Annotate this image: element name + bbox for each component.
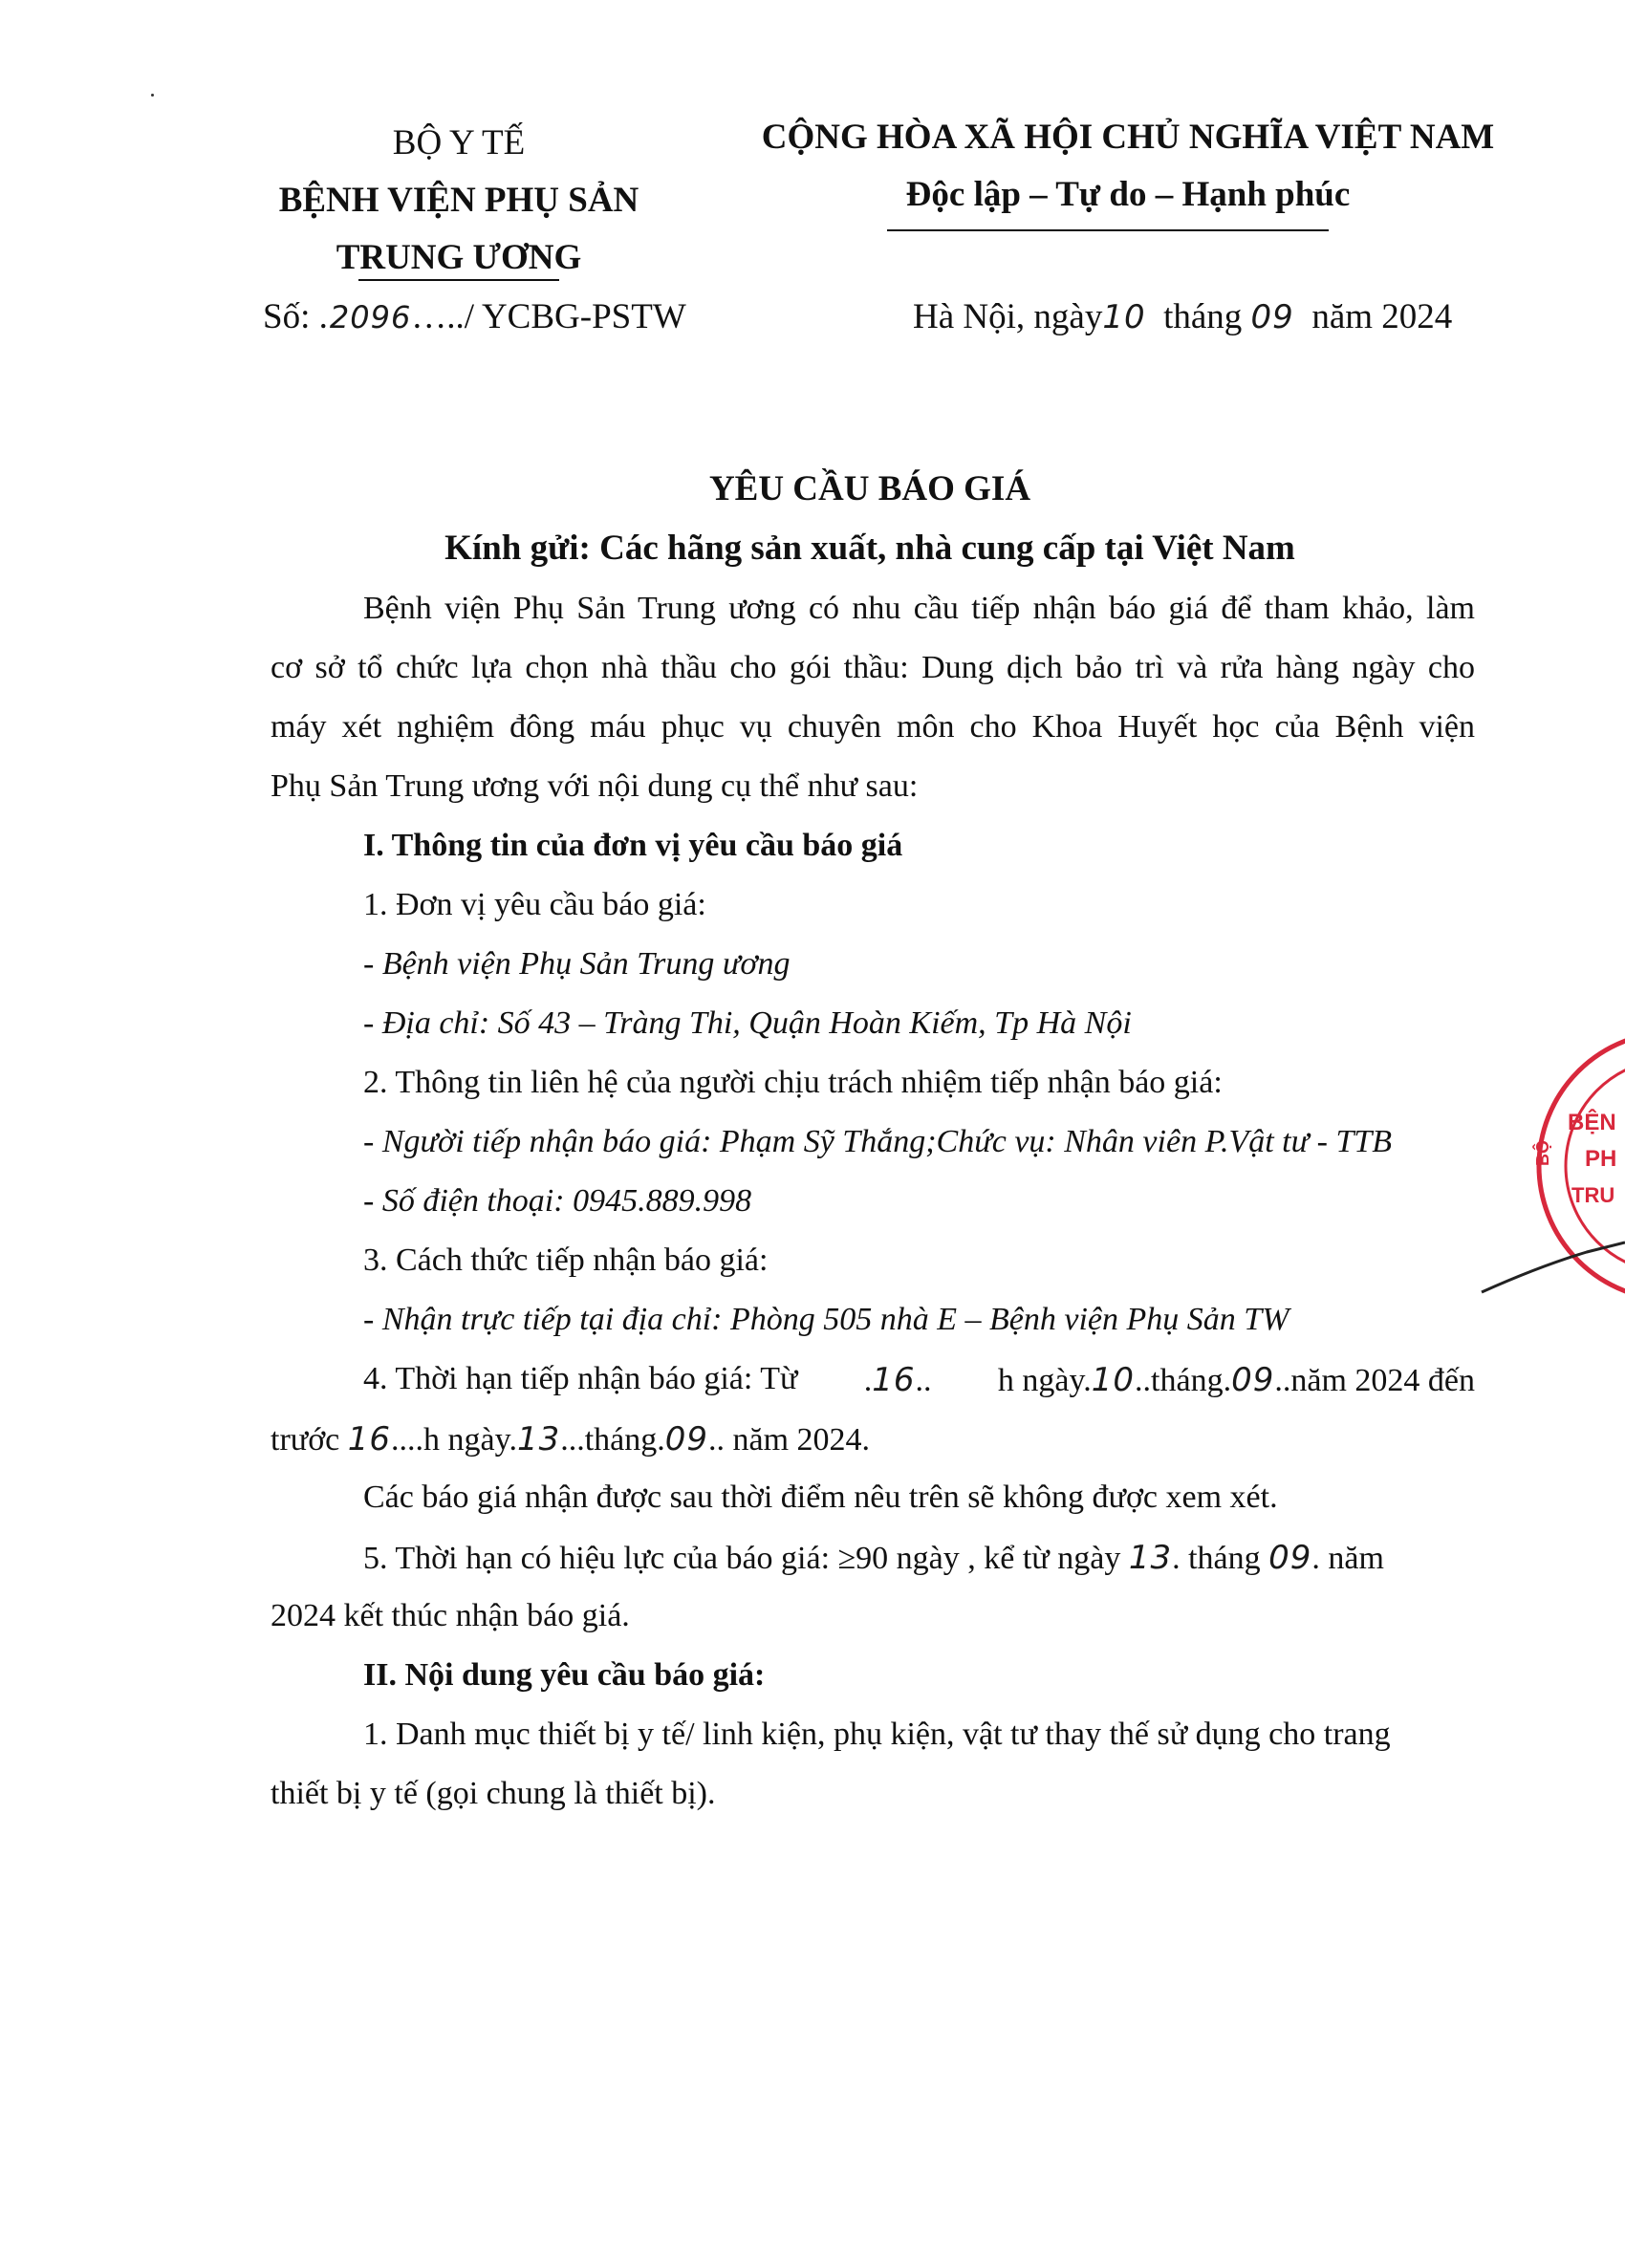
date-month-handwritten: 09 — [1250, 298, 1294, 336]
deadline-month1: 09 — [1231, 1361, 1275, 1399]
validity-day: 13 — [1128, 1539, 1173, 1577]
issue-date — [913, 296, 1452, 337]
date-day-handwritten: 10 — [1102, 298, 1146, 336]
contact-person: - Người tiếp nhận báo giá: Phạm Sỹ Thắng;Chức vụ: Nhân viên P.Vật tư - TTB — [363, 1124, 1393, 1159]
deadline-text-h: năm 2024. — [732, 1422, 871, 1458]
deadline-text-a: 4. Thời hạn tiếp nhận báo giá: Từ — [363, 1361, 798, 1396]
intro-line-1: Bệnh viện Phụ Sản Trung ương có nhu cầu tiếp nhận báo giá để tham khảo, làm — [363, 591, 1475, 626]
section1-item3: 3. Cách thức tiếp nhận báo giá: — [363, 1242, 769, 1278]
deadline-line-1: 4. Thời hạn tiếp nhận báo giá: Từ .16.. h ngày.10..tháng.09..năm 2024 đến — [363, 1361, 1475, 1399]
unit-name: - Bệnh viện Phụ Sản Trung ương — [363, 946, 791, 982]
validity-text-b: tháng — [1188, 1541, 1261, 1576]
intro-line-3: máy xét nghiệm đông máu phục vụ chuyên môn cho Khoa Huyết học của Bệnh viện — [271, 709, 1475, 745]
signature-stroke — [1482, 1242, 1625, 1292]
motto-underline — [887, 229, 1329, 231]
ministry-name: BỘ Y TẾ — [392, 123, 526, 162]
national-motto: Độc lập – Tự do – Hạnh phúc — [905, 175, 1351, 214]
deadline-text-e: trước — [271, 1422, 340, 1458]
date-year-label: năm 2024 — [1311, 297, 1453, 336]
deadline-text-b: h ngày — [997, 1363, 1084, 1398]
section1-item2: 2. Thông tin liên hệ của người chịu trách nhiệm tiếp nhận báo giá: — [363, 1065, 1223, 1100]
deadline-text-f: h ngày — [423, 1422, 509, 1458]
deadline-text-g: tháng — [584, 1422, 658, 1458]
contact-phone: - Số điện thoại: 0945.889.998 — [363, 1183, 752, 1219]
hospital-name-line1: BỆNH VIỆN PHỤ SẢN — [278, 181, 639, 220]
date-month-label: tháng — [1163, 297, 1243, 336]
scan-speck — [151, 94, 154, 97]
validity-line-1: 5. Thời hạn có hiệu lực của báo giá: ≥90 ngày , kể từ ngày 13. tháng 09. năm — [363, 1539, 1384, 1577]
late-submission-note: Các báo giá nhận được sau thời điểm nêu trên sẽ không được xem xét. — [363, 1480, 1278, 1515]
section2-item1-line1: 1. Danh mục thiết bị y tế/ linh kiện, phụ kiện, vật tư thay thế sử dụng cho trang — [363, 1717, 1391, 1752]
header-underline-left — [358, 279, 559, 281]
deadline-text-c: tháng — [1151, 1363, 1224, 1398]
validity-text-a: 5. Thời hạn có hiệu lực của báo giá: ≥90 ngày , kể từ ngày — [363, 1541, 1121, 1576]
unit-address: - Địa chỉ: Số 43 – Tràng Thi, Quận Hoàn Kiếm, Tp Hà Nội — [363, 1005, 1132, 1041]
deadline-hour2: 16 — [347, 1420, 392, 1458]
section2-item1-line2: thiết bị y tế (gọi chung là thiết bị). — [271, 1776, 716, 1811]
number-prefix: Số: — [263, 297, 311, 336]
hospital-name-line2: TRUNG ƯƠNG — [336, 238, 582, 277]
republic-title: CỘNG HÒA XÃ HỘI CHỦ NGHĨA VIỆT NAM — [761, 118, 1495, 157]
receive-method: - Nhận trực tiếp tại địa chỉ: Phòng 505 nhà E – Bệnh viện Phụ Sản TW — [363, 1302, 1289, 1337]
intro-line-4: Phụ Sản Trung ương với nội dung cụ thể như sau: — [271, 768, 919, 804]
official-stamp — [1472, 1023, 1625, 1309]
deadline-line-2: trước 16....h ngày.13...tháng.09.. năm 2024. — [271, 1420, 871, 1458]
stamp-text-bottom: TRU — [1571, 1183, 1615, 1207]
document-title: YÊU CẦU BÁO GIÁ — [708, 469, 1031, 508]
validity-line-2: 2024 kết thúc nhận báo giá. — [271, 1598, 630, 1633]
section2-heading: II. Nội dung yêu cầu báo giá: — [363, 1657, 766, 1693]
section1-item1: 1. Đơn vị yêu cầu báo giá: — [363, 887, 706, 922]
recipient-line: Kính gửi: Các hãng sản xuất, nhà cung cấp tại Việt Nam — [444, 529, 1295, 568]
deadline-hour1: 16 — [872, 1361, 916, 1399]
intro-line-2: cơ sở tổ chức lựa chọn nhà thầu cho gói thầu: Dung dịch bảo trì và rửa hàng ngày cho — [271, 650, 1475, 685]
validity-text-c: năm — [1328, 1541, 1384, 1576]
stamp-text-top: BỆN — [1568, 1110, 1616, 1135]
section1-heading: I. Thông tin của đơn vị yêu cầu báo giá — [363, 828, 903, 863]
date-place: Hà Nội, ngày — [913, 297, 1103, 336]
stamp-text-mid: PH — [1585, 1146, 1617, 1172]
validity-month: 09 — [1268, 1539, 1312, 1577]
stamp-text-side: BỘ — [1533, 1140, 1552, 1166]
document-number: Số: .2096…../ YCBG-PSTW — [263, 297, 686, 336]
deadline-month2: 09 — [664, 1420, 709, 1458]
deadline-day2: 13 — [516, 1420, 561, 1458]
number-suffix: / YCBG-PSTW — [464, 297, 686, 336]
number-handwritten: 2096 — [329, 299, 412, 335]
deadline-text-d: năm 2024 đến — [1290, 1363, 1475, 1398]
deadline-day1: 10 — [1091, 1361, 1136, 1399]
